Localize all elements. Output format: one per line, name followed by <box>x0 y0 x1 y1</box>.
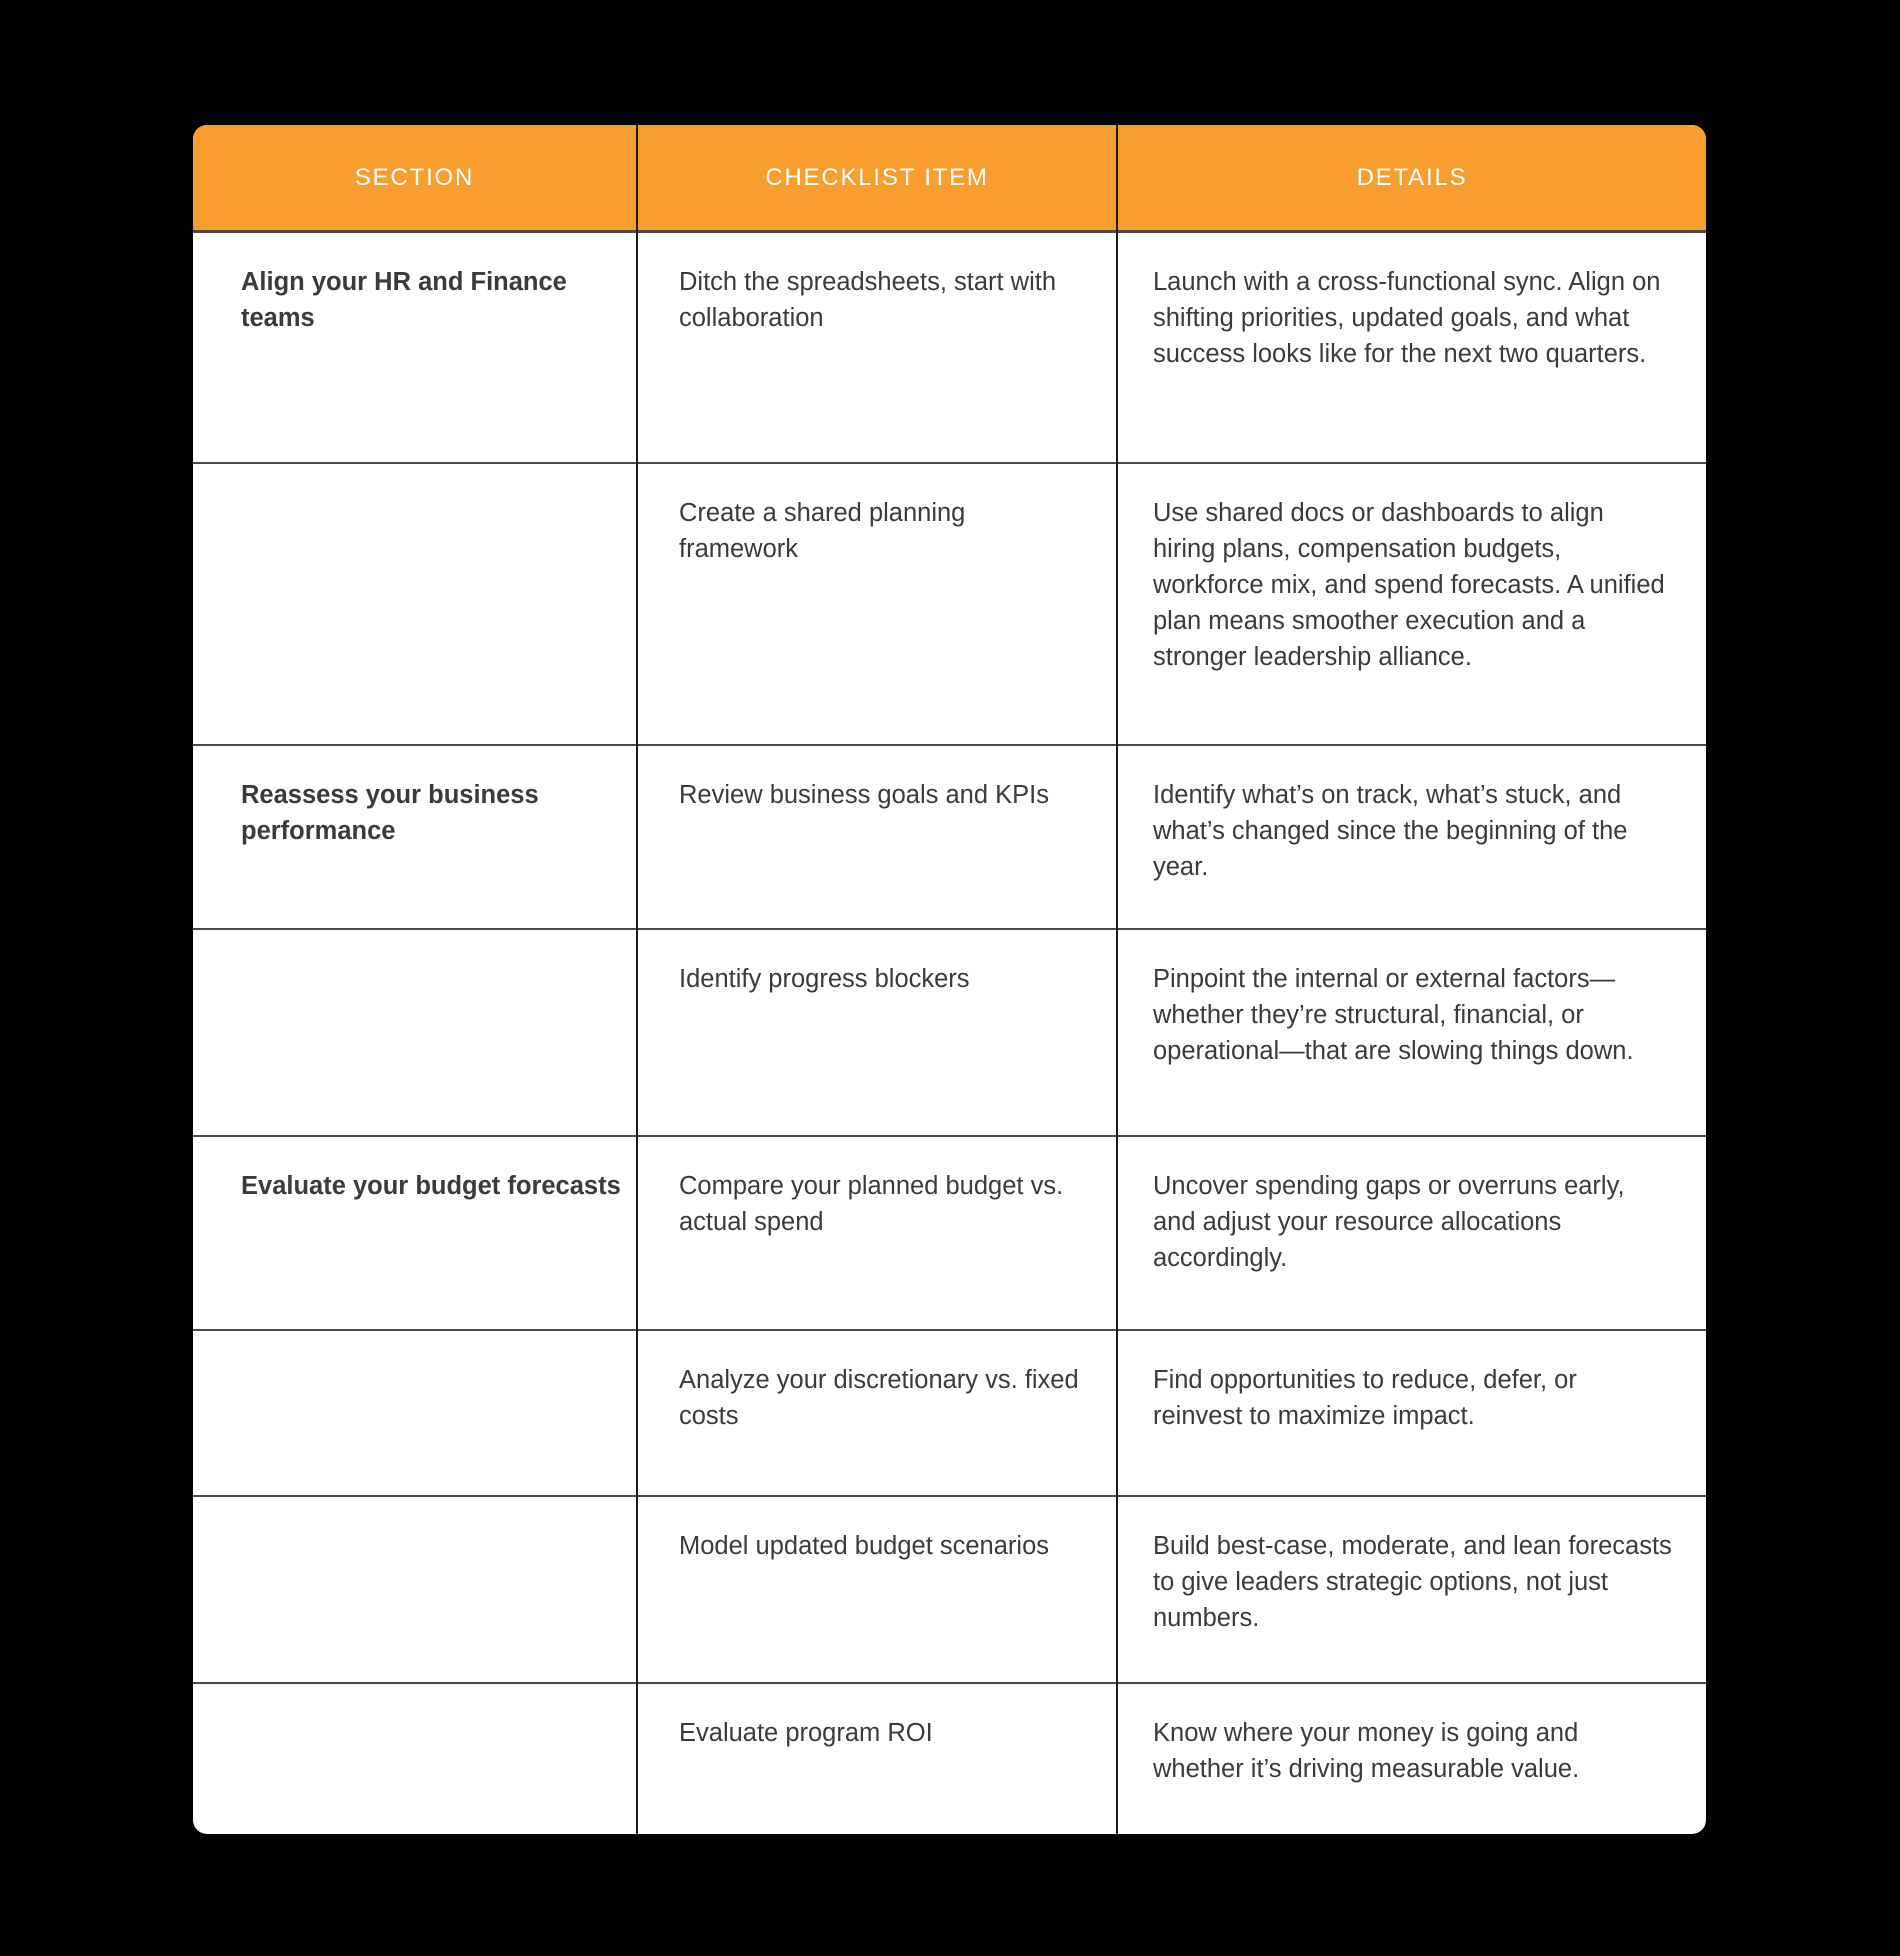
details-cell: Find opportunities to reduce, defer, or reinvest to maximize impact. <box>1153 1366 1577 1430</box>
details-cell: Uncover spending gaps or overruns early, and adjust your resource allocations accordingly. <box>1153 1172 1625 1272</box>
details-cell: Launch with a cross-functional sync. Align on shifting priorities, updated goals, and what success looks like for the next two quarters. <box>1153 268 1661 368</box>
checklist-item-cell: Review business goals and KPIs <box>679 781 1049 809</box>
table-row <box>193 1135 1706 1330</box>
header-details: DETAILS <box>1356 163 1468 191</box>
section-cell <box>241 1684 621 1715</box>
checklist-item-cell: Compare your planned budget vs. actual spend <box>679 1172 1064 1236</box>
table-row <box>193 233 1706 463</box>
header-section: SECTION <box>354 163 475 191</box>
header-checklist-item: CHECKLIST ITEM <box>765 163 989 191</box>
column-divider <box>636 125 638 1834</box>
checklist-table <box>193 125 1706 1834</box>
section-cell: Align your HR and Finance teams <box>241 268 567 332</box>
column-divider <box>1116 125 1118 1834</box>
section-cell <box>241 930 621 961</box>
checklist-item-cell: Create a shared planning framework <box>679 499 966 563</box>
details-cell: Identify what’s on track, what’s stuck, and what’s changed since the beginning of the year. <box>1153 781 1628 881</box>
details-cell: Use shared docs or dashboards to align hiring plans, compensation budgets, workforce mix, and spend forecasts. A unified plan means smoother execution and a stronger leadership alliance. <box>1153 499 1665 671</box>
table-row <box>193 744 1706 929</box>
section-cell <box>241 1331 621 1362</box>
section-cell: Evaluate your budget forecasts <box>241 1172 621 1200</box>
table-row <box>193 1495 1706 1683</box>
table-row <box>193 928 1706 1136</box>
details-cell: Know where your money is going and whether it’s driving measurable value. <box>1153 1719 1580 1783</box>
checklist-item-cell: Model updated budget scenarios <box>679 1532 1050 1560</box>
table-header <box>193 125 1706 233</box>
table-row <box>193 1329 1706 1496</box>
section-cell: Reassess your business performance <box>241 781 539 845</box>
details-cell: Pinpoint the internal or external factors—whether they’re structural, financial, or operational—that are slowing things down. <box>1153 965 1634 1065</box>
table-row <box>193 1682 1706 1834</box>
table-row <box>193 462 1706 745</box>
details-cell: Build best-case, moderate, and lean forecasts to give leaders strategic options, not just numbers. <box>1153 1532 1672 1632</box>
checklist-item-cell: Evaluate program ROI <box>679 1719 933 1747</box>
section-cell <box>241 1497 621 1528</box>
checklist-item-cell: Ditch the spreadsheets, start with collaboration <box>679 268 1057 332</box>
checklist-item-cell: Identify progress blockers <box>679 965 970 993</box>
section-cell <box>241 464 621 495</box>
checklist-item-cell: Analyze your discretionary vs. fixed costs <box>679 1366 1079 1430</box>
